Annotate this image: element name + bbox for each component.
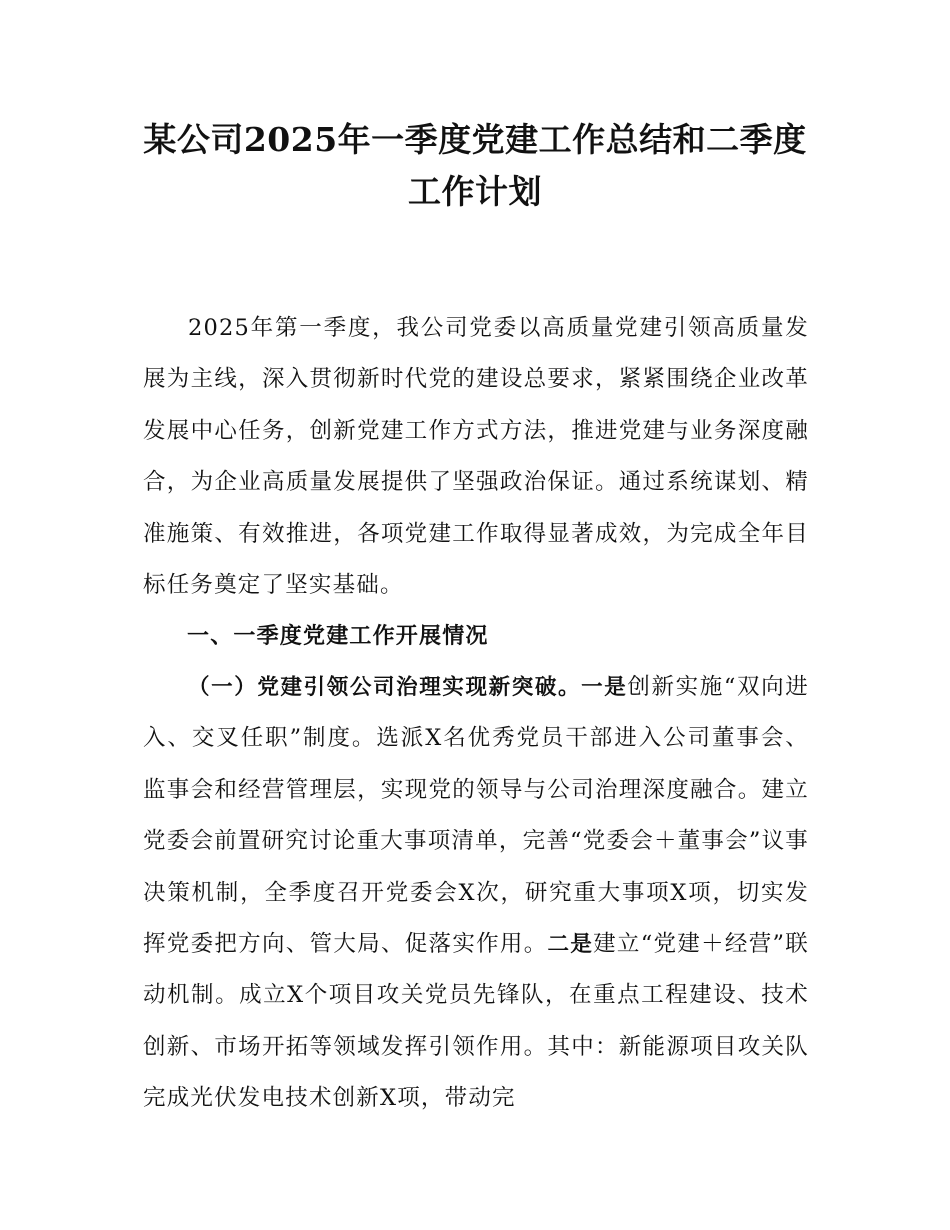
subsection-1-heading: （一）党建引领公司治理实现新突破。	[188, 675, 582, 700]
document-title	[120, 114, 830, 218]
point-1-text: 创新实施“双向进入、交叉任职”制度。选派X名优秀党员干部进入公司董事会、监事会和经营管理层，实现党的领导与公司治理深度融合。建立党委会前置研究讨论重大事项清单，完善“党委会＋董事会”议事决策机制，全季度召开党委会X次，研究重大事项X项，切实发挥党委把方向、管大局、促落实作用。	[143, 674, 810, 958]
point-1-label: 一是	[581, 675, 628, 700]
section-1-heading: 一、一季度党建工作开展情况	[187, 624, 489, 649]
title-line-1: 某公司2025年一季度党建工作总结和二季度	[143, 120, 807, 159]
point-2-text: 建立“党建＋经营”联动机制。成立X个项目攻关党员先锋队，在重点工程建设、技术创新、市场开拓等领域发挥引领作用。其中：新能源项目攻关队完成光伏发电技术创新X项，带动完	[143, 931, 809, 1112]
section-1	[143, 611, 809, 662]
point-2-label: 二是	[547, 932, 594, 958]
intro-paragraph: 2025年第一季度，我公司党委以高质量党建引领高质量发展为主线，深入贯彻新时代党的建设总要求，紧紧围绕企业改革发展中心任务，创新党建工作方式方法，推进党建与业务深度融合，为企业高质量发展提供了坚强政治保证。通过系统谋划、精准施策、有效推进，各项党建工作取得显著成效，为完成全年目标任务奠定了坚实基础。	[143, 315, 809, 599]
title-line-2: 工作计划	[408, 172, 542, 211]
subsection-1-paragraph	[143, 662, 809, 1125]
intro-section	[143, 303, 809, 611]
subsection-1	[143, 662, 809, 1125]
